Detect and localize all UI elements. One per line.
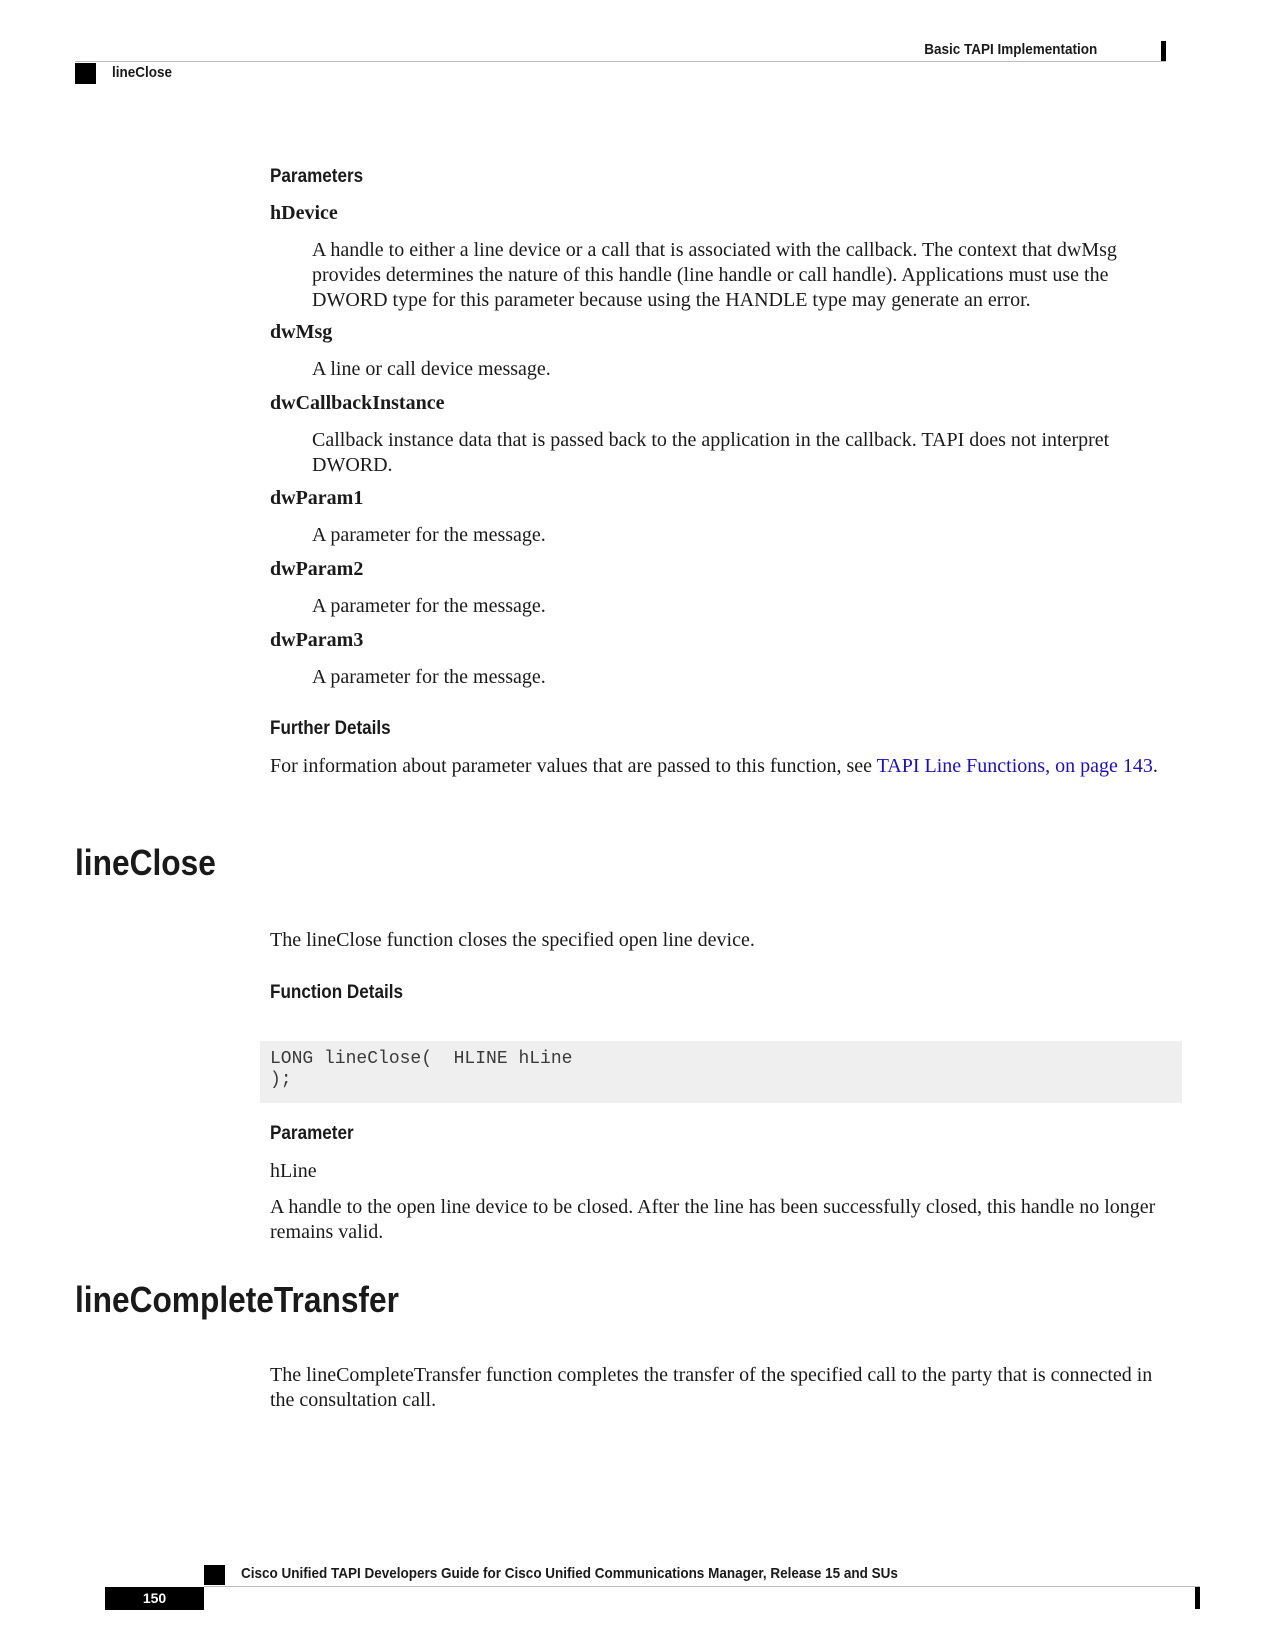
further-details-suffix: . xyxy=(1152,755,1158,777)
param-term-dwmsg: dwMsg xyxy=(270,321,333,343)
tapi-line-functions-link[interactable]: TAPI Line Functions, on page 143 xyxy=(876,755,1153,777)
param-term-dwparam2: dwParam2 xyxy=(270,558,364,580)
further-details-lead: For information about parameter values that are passed to this function, see xyxy=(270,755,877,777)
parameters-heading: Parameters xyxy=(270,166,364,187)
param-name-hline: hLine xyxy=(270,1160,317,1182)
running-header-section: lineClose xyxy=(112,64,173,81)
further-details-text xyxy=(270,754,1170,779)
footer-tick-mark xyxy=(1195,1587,1200,1609)
code-text: LONG lineClose( HLINE hLine ); xyxy=(270,1049,573,1090)
param-term-hdevice: hDevice xyxy=(270,202,338,224)
footer-book-title: Cisco Unified TAPI Developers Guide for Cisco Unified Communications Manager, Release 15 and SUs xyxy=(241,1565,898,1582)
linecompletetransfer-title: lineCompleteTransfer xyxy=(75,1279,399,1320)
param-term-dwparam1: dwParam1 xyxy=(270,487,364,509)
param-desc-dwparam1: A parameter for the message. xyxy=(312,524,546,546)
param-desc-dwmsg: A line or call device message. xyxy=(312,358,551,380)
param-desc-hdevice: A handle to either a line device or a call that is associated with the callback. The context that dwMsg provides determines the nature of this handle (line handle or call handle). Applications must use the DWORD type for this parameter because using the HANDLE type may generate an error. xyxy=(312,239,1117,311)
param-desc-hline: A handle to the open line device to be closed. After the line has been successfully closed, this handle no longer remains valid. xyxy=(270,1196,1156,1243)
further-details-heading: Further Details xyxy=(270,718,391,739)
lineclose-intro: The lineClose function closes the specified open line device. xyxy=(270,929,755,951)
param-term-dwparam3: dwParam3 xyxy=(270,629,364,651)
header-square-marker xyxy=(75,63,96,84)
param-desc-dwparam2: A parameter for the message. xyxy=(312,595,546,617)
parameter-heading: Parameter xyxy=(270,1123,354,1144)
page-number: 150 xyxy=(105,1587,204,1610)
lineclose-title: lineClose xyxy=(75,842,216,883)
header-tick-mark xyxy=(1161,41,1166,61)
param-desc-dwparam3: A parameter for the message. xyxy=(312,666,546,688)
code-block xyxy=(260,1041,1182,1103)
param-term-dwcallbackinstance: dwCallbackInstance xyxy=(270,392,445,414)
header-rule xyxy=(75,61,1166,62)
linecompletetransfer-intro: The lineCompleteTransfer function completes the transfer of the specified call to the party that is connected in the consultation call. xyxy=(270,1364,1153,1411)
footer-rule xyxy=(204,1586,1200,1587)
param-desc-dwcallbackinstance: Callback instance data that is passed back to the application in the callback. TAPI does not interpret DWORD. xyxy=(312,429,1110,476)
running-header-chapter: Basic TAPI Implementation xyxy=(923,41,1097,58)
footer-square-marker xyxy=(204,1565,225,1585)
function-details-heading: Function Details xyxy=(270,982,404,1003)
